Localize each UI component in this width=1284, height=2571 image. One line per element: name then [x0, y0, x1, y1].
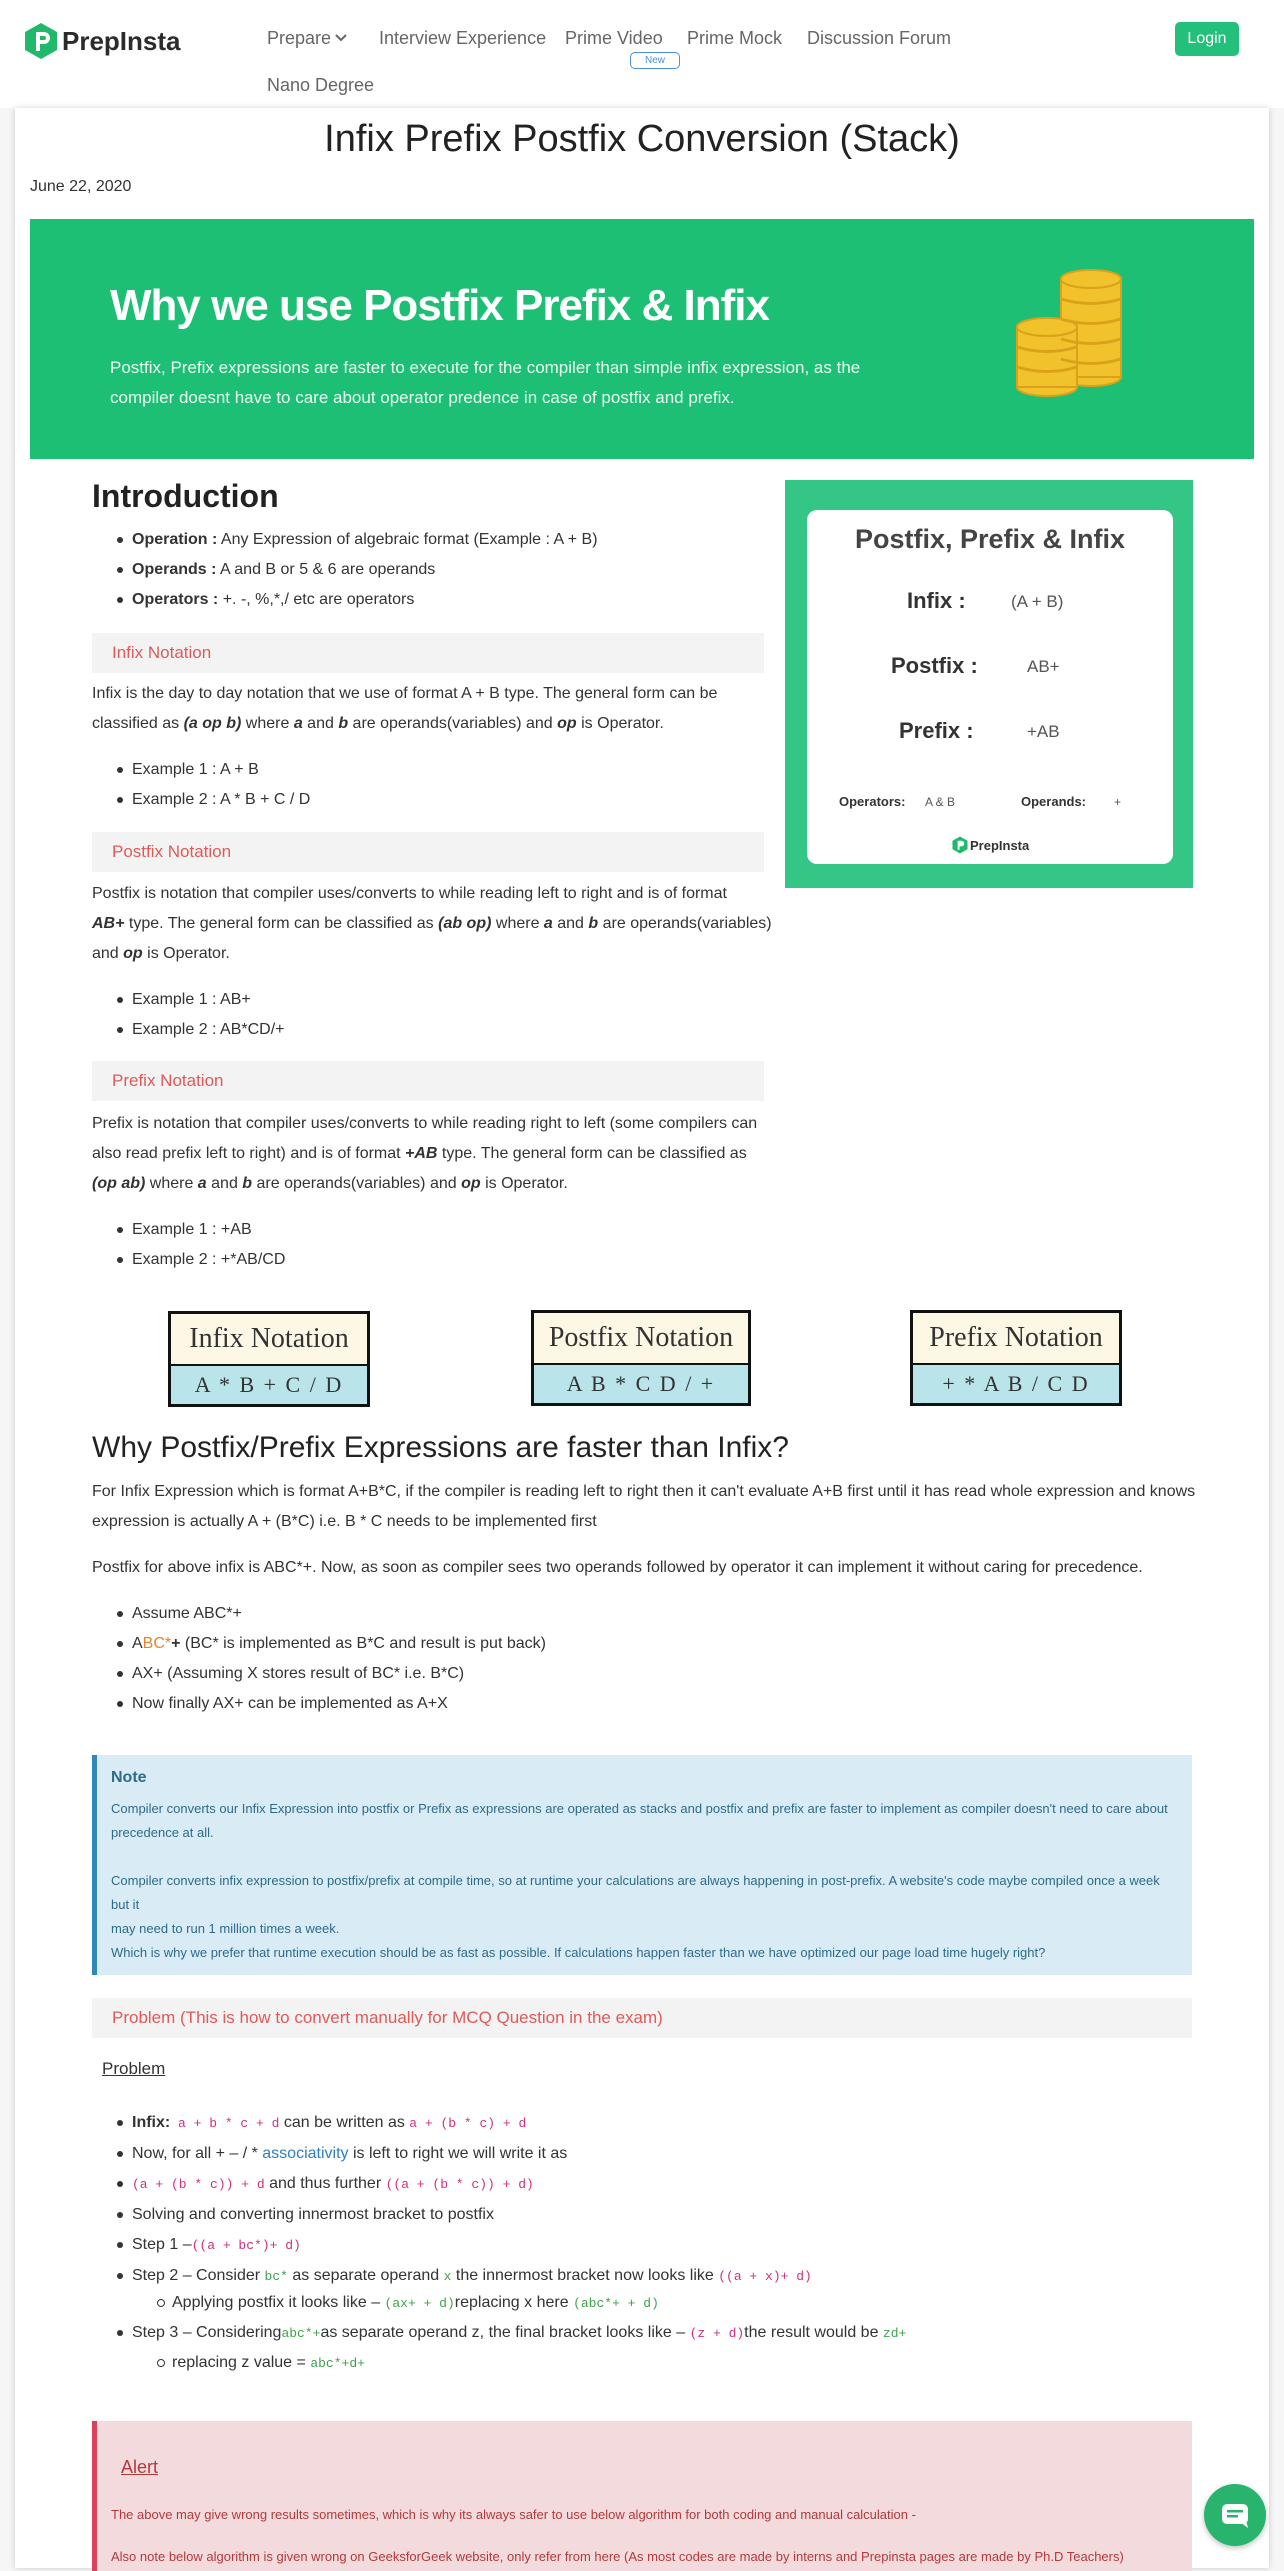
nav-prime-mock[interactable]: Prime Mock	[687, 28, 783, 48]
list-item	[92, 2139, 1192, 2169]
text: classified as	[92, 715, 184, 732]
card-prefix-label: Prefix :	[899, 718, 974, 743]
text: is Operator.	[480, 1175, 568, 1192]
nav-prime-video[interactable]: Prime Video	[565, 28, 663, 48]
list-item-text: Any Expression of algebraic format (Example : A + B)	[220, 531, 598, 548]
postfix-notation-bar: Postfix Notation	[92, 832, 764, 872]
list-item: Example 2 : +*AB/CD	[92, 1245, 772, 1275]
prefix-p2	[92, 1139, 782, 1169]
code-text: ((a + x)+ d)	[718, 2269, 812, 2284]
text: can be written as	[279, 2114, 410, 2131]
text: type. The general form can be classified as	[124, 915, 439, 932]
text: are operands(variables) and	[348, 715, 558, 732]
banner-text: Postfix, Prefix expressions are faster to execute for the compiler than simple infix expression, as the compiler doesnt have to care about operator predence in case of postfix and prefix.	[110, 358, 861, 407]
prefix-notation-box	[910, 1310, 1122, 1406]
why-paragraph-1	[92, 1477, 1212, 1537]
text: are operands(variables)	[598, 915, 772, 932]
text: precedence at all.	[111, 1825, 214, 1840]
notation-box-title: Postfix Notation	[534, 1313, 748, 1365]
text: where	[145, 1175, 198, 1192]
text: the result would be	[744, 2324, 883, 2341]
code-text: (z + d)	[689, 2326, 745, 2341]
code-text: (abc*+ + d)	[573, 2296, 659, 2311]
card-operands-value: +	[1114, 795, 1122, 809]
card-prefix-value: +AB	[1027, 722, 1060, 741]
code-text: a + (b * c) + d	[409, 2116, 527, 2131]
chat-button[interactable]	[1204, 2484, 1266, 2546]
card-inner	[807, 510, 1173, 864]
code-text: x	[443, 2269, 452, 2284]
card-operands-label: Operands:	[1021, 794, 1087, 809]
note-p1	[111, 1797, 1171, 1845]
list-item	[92, 525, 772, 555]
text: Now, for all + – / *	[132, 2145, 263, 2162]
card-brand-text: PrepInsta	[970, 837, 1030, 853]
list-item	[92, 585, 772, 615]
text: b	[588, 915, 599, 932]
text: where	[241, 715, 294, 732]
page-title: Infix Prefix Postfix Conversion (Stack)	[324, 118, 960, 160]
note-p2	[111, 1869, 1171, 1941]
alert-heading: Alert	[121, 2457, 159, 2477]
code-text: abc*+	[281, 2326, 321, 2341]
prefix-p3	[92, 1169, 782, 1199]
nav-nano-degree[interactable]: Nano Degree	[267, 75, 375, 95]
text: where	[491, 915, 544, 932]
prefix-examples	[92, 1215, 772, 1275]
text: a	[197, 1175, 207, 1192]
text: type. The general form can be classified as	[437, 1145, 747, 1162]
postfix-paragraph	[92, 879, 782, 969]
prefix-notation-bar: Prefix Notation	[92, 1061, 764, 1101]
chat-bubble-icon	[1204, 2484, 1266, 2546]
code-text: (a + (b * c)) + d	[132, 2177, 265, 2192]
text: a	[293, 715, 303, 732]
infix-p1: Infix is the day to day notation that we use of format A + B type. The general form can be	[92, 685, 718, 702]
text: op	[557, 715, 577, 732]
note-p3: Which is why we prefer that runtime execution should be as fast as possible. If calculations happen faster than we have optimized our page load time hugely right?	[111, 1945, 1046, 1960]
card-postfix-label: Postfix :	[891, 653, 978, 678]
intro-heading: Introduction	[92, 478, 279, 514]
code-text: abc*+d+	[310, 2356, 365, 2371]
why-heading: Why Postfix/Prefix Expressions are faster than Infix?	[92, 1431, 789, 1464]
card-operators-value: A & B	[925, 795, 956, 809]
alert-p2: Also note below algorithm is given wrong on GeeksforGeek website, only refer from here (As most codes are made by interns and Prepinsta pages are made by Ph.D Teachers)	[111, 2549, 1124, 2564]
hero-banner	[30, 219, 1254, 459]
nav-prepare-label: Prepare	[267, 28, 332, 48]
list-item: Example 1 : +AB	[92, 1215, 772, 1245]
associativity-link[interactable]: associativity	[262, 2145, 349, 2162]
list-item	[92, 555, 772, 585]
text: Compiler converts our Infix Expression into postfix or Prefix as expressions are operated as stacks and postfix and prefix are faster to implement as compiler doesn't need to care about	[111, 1801, 1168, 1816]
list-item: Example 1 : AB+	[92, 985, 772, 1015]
nav-prepare[interactable]	[267, 28, 331, 49]
text: b	[242, 1175, 253, 1192]
list-item: AX+ (Assuming X stores result of BC* i.e. B*C)	[92, 1659, 1192, 1689]
list-item-label: Operands :	[132, 561, 217, 578]
text: AB+	[92, 915, 125, 932]
text: and	[302, 715, 339, 732]
alert-box	[92, 2421, 1192, 2571]
list-item: Solving and converting innermost bracket to postfix	[92, 2200, 1192, 2230]
nav-discussion-forum[interactable]: Discussion Forum	[807, 28, 952, 48]
why-list	[92, 1599, 1192, 1719]
list-item-label: Operation :	[132, 531, 218, 548]
list-item: Example 1 : A + B	[92, 755, 772, 785]
text: may need to run 1 million times a week.	[111, 1921, 340, 1936]
post-date: June 22, 2020	[30, 178, 132, 195]
text: +	[171, 1635, 181, 1652]
postfix-notation-box	[531, 1310, 751, 1406]
text: A	[132, 1635, 143, 1652]
card-infix-value: (A + B)	[1011, 592, 1064, 611]
text: is Operator.	[576, 715, 664, 732]
card-infix-label: Infix :	[907, 588, 966, 613]
postfix-p3	[92, 939, 782, 969]
list-item-text: A and B or 5 & 6 are operands	[220, 561, 436, 578]
highlight-text: BC*	[142, 1635, 172, 1652]
article-container	[15, 108, 1269, 2568]
list-item: Assume ABC*+	[92, 1599, 1192, 1629]
problem-steps-list	[92, 2108, 1192, 2292]
site-header	[0, 0, 1284, 108]
code-text: zd+	[882, 2326, 907, 2341]
new-badge: New	[630, 52, 680, 69]
problem-bar: Problem (This is how to convert manually for MCQ Question in the exam)	[92, 1998, 1192, 2038]
problem-sub-list-b	[132, 2348, 1132, 2379]
list-item: Example 2 : A * B + C / D	[92, 785, 772, 815]
prepinsta-logo-icon	[24, 22, 58, 60]
prefix-p1: Prefix is notation that compiler uses/converts to while reading right to left (some compilers can	[92, 1115, 758, 1132]
banner-heading: Why we use Postfix Prefix & Infix	[110, 281, 769, 330]
notation-box-title: Prefix Notation	[913, 1313, 1119, 1365]
text: a	[543, 915, 553, 932]
infix-notation-box	[168, 1311, 370, 1407]
notation-summary-card	[785, 480, 1193, 888]
text: and	[552, 915, 589, 932]
list-item: Example 2 : AB*CD/+	[92, 1015, 772, 1045]
login-button[interactable]: Login	[1175, 22, 1239, 56]
text: and	[206, 1175, 243, 1192]
text: op	[461, 1175, 481, 1192]
card-postfix-value: AB+	[1027, 657, 1060, 676]
text: Infix:	[132, 2114, 171, 2131]
notation-box-expr: A B * C D / +	[534, 1365, 748, 1403]
prepinsta-logo-icon	[952, 836, 968, 854]
infix-p2	[92, 709, 782, 739]
why-p3: Postfix for above infix is ABC*+. Now, as soon as compiler sees two operands followed by operator it can implement it without caring for precedence.	[92, 1559, 1143, 1576]
prefix-paragraph	[92, 1109, 782, 1199]
text: (BC* is implemented as B*C and result is put back)	[180, 1635, 546, 1652]
text: as separate operand z, the final bracket looks like –	[320, 2324, 690, 2341]
text: (a op b)	[183, 715, 242, 732]
text: replacing x here	[454, 2294, 574, 2311]
text: op	[123, 945, 143, 962]
problem-tab[interactable]: Problem	[102, 2059, 166, 2078]
card-operators-label: Operators:	[839, 794, 906, 809]
list-item	[132, 2348, 1132, 2379]
code-text: bc*	[264, 2269, 288, 2284]
text: b	[338, 715, 349, 732]
list-item-label: Operators :	[132, 591, 219, 608]
text: and thus further	[264, 2175, 386, 2192]
logo-text: PrepInsta	[62, 25, 181, 56]
code-text: ((a + (b * c)) + d)	[385, 2177, 534, 2192]
text: Step 1 –	[132, 2236, 192, 2253]
infix-notation-bar: Infix Notation	[92, 633, 764, 673]
why-p1: For Infix Expression which is format A+B*C, if the compiler is reading left to right then it can't evaluate A+B first until it has read whole expression and knows	[92, 1483, 1196, 1500]
coins-illustration-icon	[1015, 259, 1135, 399]
why-p2: expression is actually A + (B*C) i.e. B * C needs to be implemented first	[92, 1513, 597, 1530]
list-item	[132, 2288, 1132, 2319]
text: and	[92, 945, 124, 962]
list-item	[92, 2230, 1192, 2261]
alert-p1: The above may give wrong results sometimes, which is why its always safer to use below algorithm for both coding and manual calculation -	[111, 2507, 916, 2522]
text: Step 3 – Considering	[132, 2324, 282, 2341]
text: +AB	[405, 1145, 438, 1162]
list-item	[92, 2108, 1192, 2139]
postfix-p2	[92, 909, 782, 939]
card-title: Postfix, Prefix & Infix	[854, 524, 1126, 554]
list-item-text: +. -, %,*,/ etc are operators	[222, 591, 415, 608]
list-item	[92, 1629, 1192, 1659]
text: replacing z value =	[172, 2354, 311, 2371]
notation-box-expr: + * A B / C D	[913, 1365, 1119, 1403]
text: the innermost bracket now looks like	[451, 2267, 719, 2284]
problem-sub-list-a	[132, 2288, 1132, 2319]
note-box	[92, 1755, 1192, 1975]
chevron-down-icon	[335, 33, 347, 43]
logo[interactable]	[24, 22, 181, 60]
text: are operands(variables) and	[252, 1175, 462, 1192]
text: (ab op)	[438, 915, 492, 932]
code-text: ((a + bc*)+ d)	[191, 2238, 301, 2253]
intro-list	[92, 525, 772, 615]
text: also read prefix left to right) and is of format	[92, 1145, 406, 1162]
text: is Operator.	[142, 945, 230, 962]
problem-steps-list-2	[92, 2318, 1192, 2349]
postfix-p1: Postfix is notation that compiler uses/converts to while reading left to right and is of format	[92, 885, 727, 902]
code-text: a + b * c + d	[170, 2116, 280, 2131]
card-brand	[952, 836, 1029, 854]
notation-box-expr: A * B + C / D	[171, 1366, 367, 1404]
text: Applying postfix it looks like –	[172, 2294, 385, 2311]
notation-box-title: Infix Notation	[171, 1314, 367, 1366]
text: as separate operand	[287, 2267, 444, 2284]
list-item	[92, 2169, 1192, 2200]
note-heading: Note	[111, 1769, 147, 1786]
text: (op ab)	[92, 1175, 146, 1192]
infix-examples	[92, 755, 772, 815]
code-text: (ax+ + d)	[384, 2296, 455, 2311]
text: is left to right we will write it as	[348, 2145, 568, 2162]
text: Step 2 – Consider	[132, 2267, 265, 2284]
text: Compiler converts infix expression to postfix/prefix at compile time, so at runtime your calculations are always happening in post-prefix. A website's code maybe compiled once a week but it	[111, 1873, 1160, 1912]
list-item: Now finally AX+ can be implemented as A+X	[92, 1689, 1192, 1719]
nav-interview-experience[interactable]: Interview Experience	[379, 28, 547, 48]
list-item	[92, 2318, 1192, 2349]
infix-paragraph	[92, 679, 782, 739]
postfix-examples	[92, 985, 772, 1045]
